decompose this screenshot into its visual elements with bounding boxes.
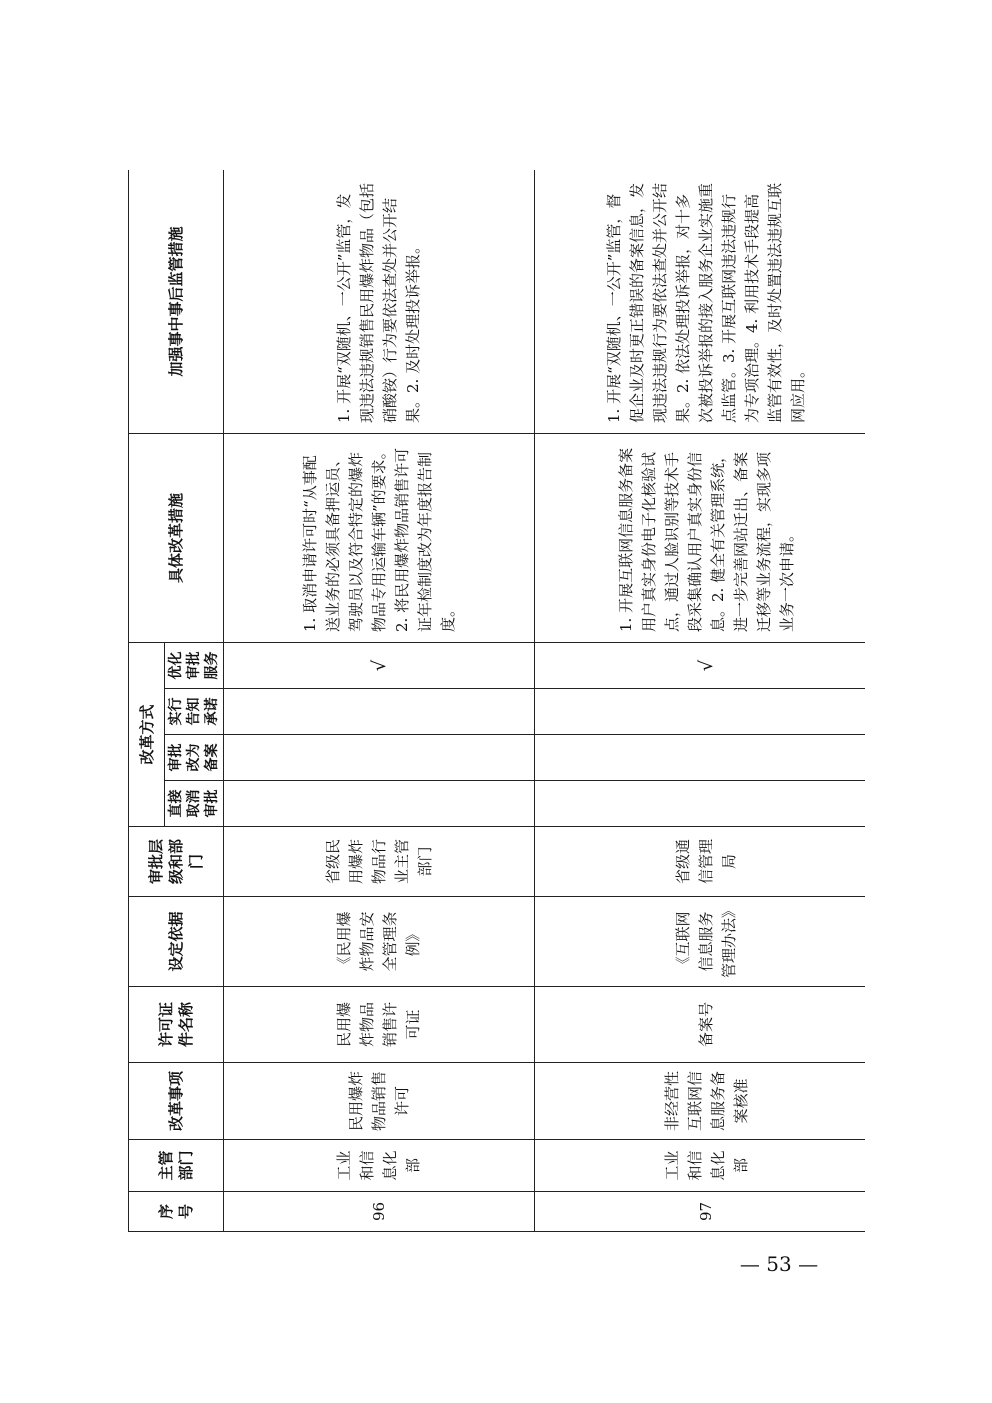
reform-table [128,170,865,1232]
row-license: 民用爆炸物品销售许可证 [224,987,535,1063]
table-row [535,170,866,1232]
header-basis: 设定依据 [129,897,224,987]
row-seq: 97 [535,1192,866,1232]
header-measures: 具体改革措施 [129,433,224,642]
row-dept: 工业和信息化部 [535,1140,866,1192]
row-mode-optimize: √ [224,642,535,688]
row-basis: 《互联网信息服务管理办法》 [535,897,866,987]
row-dept: 工业和信息化部 [224,1140,535,1192]
rotated-table-area [128,170,865,1232]
header-license: 许可证件名称 [129,987,224,1063]
header-mode-cancel: 直接取消审批 [165,781,224,827]
header-mode-optimize: 优化审批服务 [165,642,224,688]
reform-table-wrapper [128,170,865,1232]
row-supervision: 1. 开展“双随机、一公开”监管，发现违法违规销售民用爆炸物品（包括硝酸铵）行为要依法查处并公开结果。2. 及时处理投诉举报。 [224,170,535,433]
row-item: 民用爆炸物品销售许可 [224,1063,535,1140]
row-mode-cancel [224,781,535,827]
row-mode-cancel [535,781,866,827]
header-supervision: 加强事中事后监管措施 [129,170,224,433]
row-level: 省级民用爆炸物品行业主管部门 [224,827,535,897]
row-mode-optimize: √ [535,642,866,688]
row-measures: 1. 开展互联网信息服务备案用户真实身份电子化核验试点，通过人脸识别等技术手段采集确认用户真实身份信息。2. 健全有关管理系统，进一步完善网站迁出、备案迁移等业务流程，实现多项业务一次申请。 [535,433,866,642]
page-number: — 53 — [739,1252,819,1276]
row-measures: 1. 取消申请许可时“从事配送业务的必须具备押运员、驾驶员以及符合特定的爆炸物品专用运输车辆”的要求。2. 将民用爆炸物品销售许可证年检制度改为年度报告制度。 [224,433,535,642]
header-mode-filing: 审批改为备案 [165,735,224,781]
header-item: 改革事项 [129,1063,224,1140]
row-mode-notify [535,689,866,735]
row-mode-filing [224,735,535,781]
row-mode-filing [535,735,866,781]
header-mode: 改革方式 [129,642,165,826]
header-level: 审批层级和部门 [129,827,224,897]
header-mode-notify: 实行告知承诺 [165,689,224,735]
row-license: 备案号 [535,987,866,1063]
row-supervision: 1. 开展“双随机、一公开”监管，督促企业及时更正错误的备案信息，发现违法违规行为要依法查处并公开结果。2. 依法处理投诉举报，对十多次被投诉举报的接入服务企业实施重点监管。3. 开展互联网违法违规行为专项治理。4. 利用技术手段提高监管有效性，及时处置违法违规互联网应用。 [535,170,866,433]
header-seq: 序号 [129,1192,224,1232]
row-item: 非经营性互联网信息服务备案核准 [535,1063,866,1140]
row-mode-notify [224,689,535,735]
header-dept: 主管部门 [129,1140,224,1192]
row-seq: 96 [224,1192,535,1232]
table-row [224,170,535,1232]
row-level: 省级通信管理局 [535,827,866,897]
row-basis: 《民用爆炸物品安全管理条例》 [224,897,535,987]
